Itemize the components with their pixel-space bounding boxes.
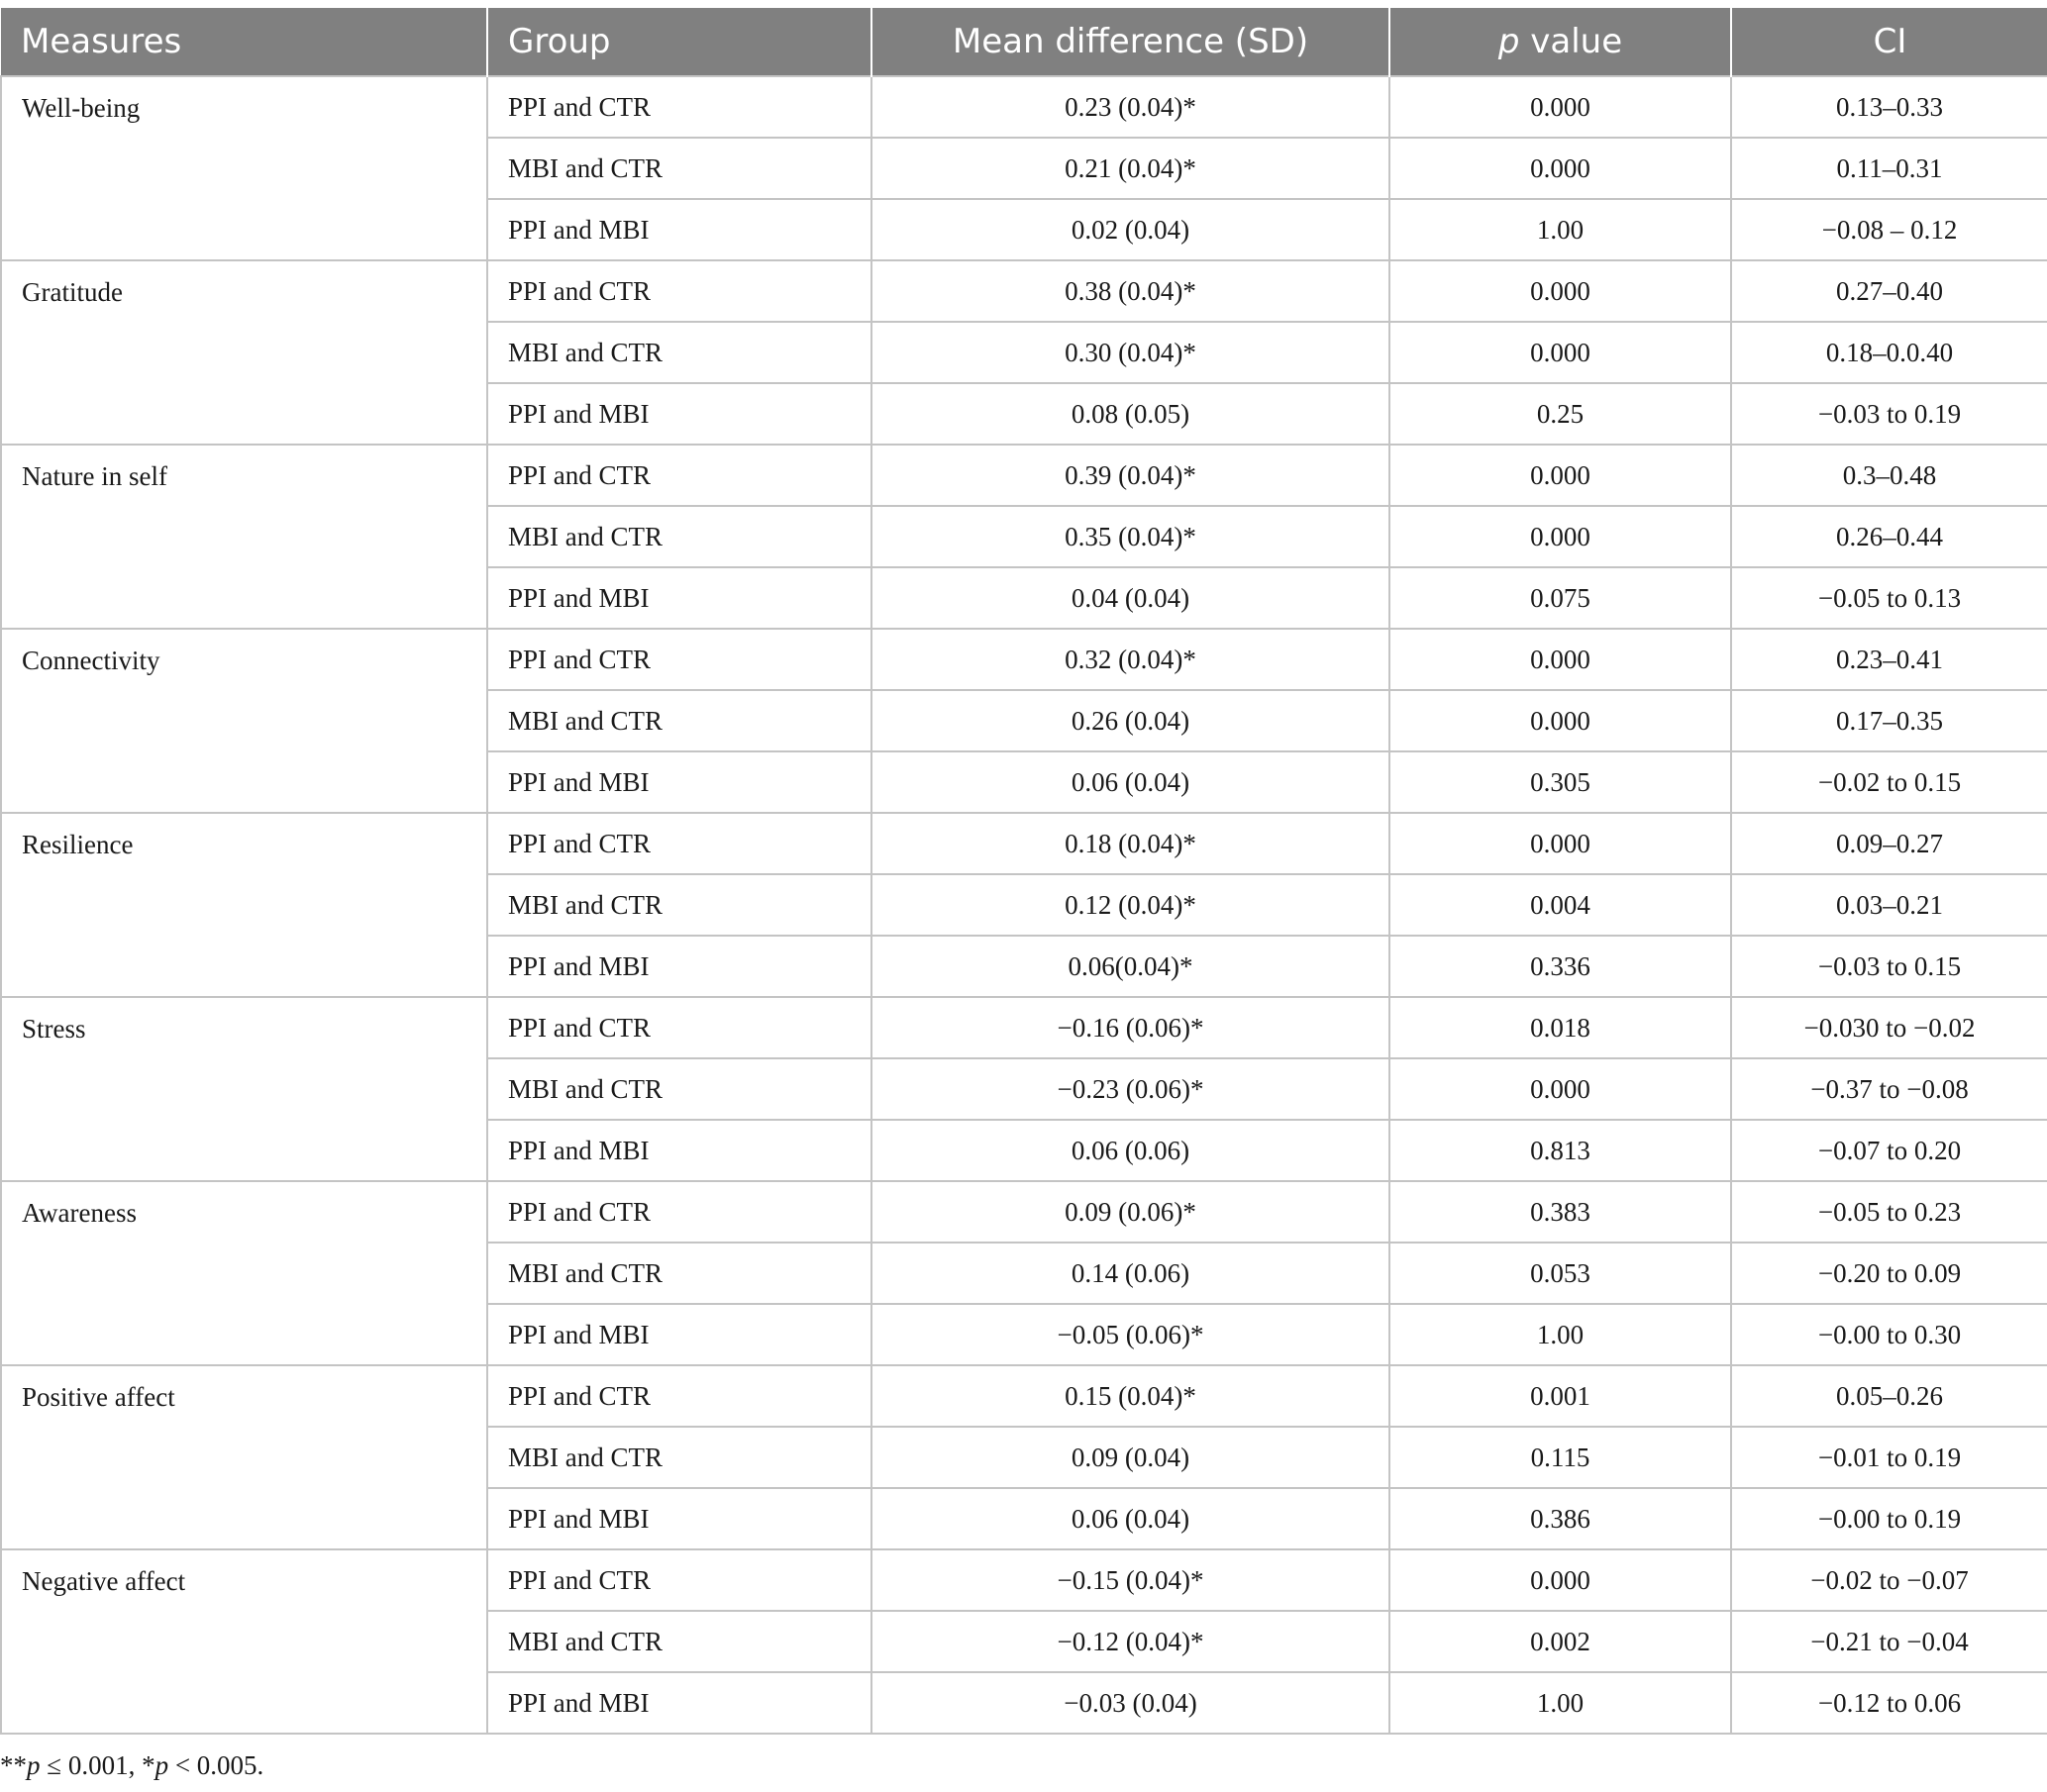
cell-mean-difference: 0.06 (0.06)	[871, 1120, 1389, 1181]
cell-group: PPI and MBI	[487, 751, 871, 813]
cell-mean-difference: 0.02 (0.04)	[871, 199, 1389, 260]
cell-measure: Awareness	[1, 1181, 487, 1365]
cell-ci: −0.01 to 0.19	[1731, 1427, 2047, 1488]
cell-p-value: 1.00	[1389, 199, 1731, 260]
cell-p-value: 0.000	[1389, 1549, 1731, 1611]
table-row	[1, 260, 2047, 322]
cell-mean-difference: 0.23 (0.04)*	[871, 76, 1389, 138]
table-row	[1, 1181, 2047, 1243]
cell-ci: −0.37 to −0.08	[1731, 1058, 2047, 1120]
cell-mean-difference: 0.06(0.04)*	[871, 936, 1389, 997]
results-table	[0, 8, 2047, 1735]
cell-group: MBI and CTR	[487, 1427, 871, 1488]
cell-ci: 0.13–0.33	[1731, 76, 2047, 138]
table-row	[1, 629, 2047, 690]
cell-mean-difference: 0.08 (0.05)	[871, 383, 1389, 445]
table-row	[1, 997, 2047, 1058]
cell-p-value: 1.00	[1389, 1304, 1731, 1365]
cell-group: PPI and MBI	[487, 383, 871, 445]
cell-p-value: 1.00	[1389, 1672, 1731, 1734]
table-row	[1, 1365, 2047, 1427]
cell-mean-difference: 0.14 (0.06)	[871, 1243, 1389, 1304]
cell-ci: −0.02 to 0.15	[1731, 751, 2047, 813]
cell-ci: −0.02 to −0.07	[1731, 1549, 2047, 1611]
cell-group: MBI and CTR	[487, 1611, 871, 1672]
cell-p-value: 0.018	[1389, 997, 1731, 1058]
table-row	[1, 1549, 2047, 1611]
cell-ci: 0.03–0.21	[1731, 874, 2047, 936]
cell-group: MBI and CTR	[487, 1243, 871, 1304]
cell-ci: −0.03 to 0.19	[1731, 383, 2047, 445]
cell-measure: Gratitude	[1, 260, 487, 445]
cell-p-value: 0.000	[1389, 322, 1731, 383]
cell-ci: 0.18–0.0.40	[1731, 322, 2047, 383]
cell-p-value: 0.000	[1389, 1058, 1731, 1120]
cell-ci: 0.27–0.40	[1731, 260, 2047, 322]
cell-mean-difference: 0.15 (0.04)*	[871, 1365, 1389, 1427]
cell-ci: 0.17–0.35	[1731, 690, 2047, 751]
footnote-condition-1: ≤ 0.001, *	[40, 1750, 155, 1780]
cell-p-value: 0.25	[1389, 383, 1731, 445]
cell-group: PPI and CTR	[487, 629, 871, 690]
table-header	[1, 8, 2047, 76]
cell-group: MBI and CTR	[487, 690, 871, 751]
cell-group: PPI and MBI	[487, 1304, 871, 1365]
cell-group: MBI and CTR	[487, 1058, 871, 1120]
cell-ci: −0.12 to 0.06	[1731, 1672, 2047, 1734]
cell-p-value: 0.001	[1389, 1365, 1731, 1427]
header-p-value	[1389, 8, 1731, 76]
cell-group: PPI and CTR	[487, 1549, 871, 1611]
cell-mean-difference: 0.04 (0.04)	[871, 567, 1389, 629]
cell-p-value: 0.000	[1389, 260, 1731, 322]
cell-p-value: 0.305	[1389, 751, 1731, 813]
cell-ci: 0.3–0.48	[1731, 445, 2047, 506]
cell-mean-difference: 0.35 (0.04)*	[871, 506, 1389, 567]
cell-measure: Connectivity	[1, 629, 487, 813]
cell-mean-difference: 0.06 (0.04)	[871, 751, 1389, 813]
cell-p-value: 0.075	[1389, 567, 1731, 629]
table-body	[1, 76, 2047, 1734]
header-row	[1, 8, 2047, 76]
cell-ci: −0.05 to 0.23	[1731, 1181, 2047, 1243]
cell-p-value: 0.813	[1389, 1120, 1731, 1181]
cell-group: MBI and CTR	[487, 874, 871, 936]
cell-group: PPI and CTR	[487, 1365, 871, 1427]
cell-mean-difference: −0.03 (0.04)	[871, 1672, 1389, 1734]
cell-p-value: 0.000	[1389, 138, 1731, 199]
results-table-container	[0, 8, 2047, 1735]
footnote-stars: **	[0, 1750, 27, 1780]
cell-mean-difference: −0.16 (0.06)*	[871, 997, 1389, 1058]
cell-group: PPI and MBI	[487, 1488, 871, 1549]
cell-p-value: 0.000	[1389, 813, 1731, 874]
cell-p-value: 0.000	[1389, 690, 1731, 751]
cell-mean-difference: 0.21 (0.04)*	[871, 138, 1389, 199]
header-mean-difference: Mean difference (SD)	[871, 8, 1389, 76]
table-row	[1, 76, 2047, 138]
cell-ci: −0.00 to 0.19	[1731, 1488, 2047, 1549]
cell-p-value: 0.053	[1389, 1243, 1731, 1304]
cell-group: PPI and CTR	[487, 1181, 871, 1243]
cell-ci: 0.05–0.26	[1731, 1365, 2047, 1427]
header-measures: Measures	[1, 8, 487, 76]
cell-measure: Nature in self	[1, 445, 487, 629]
cell-ci: 0.11–0.31	[1731, 138, 2047, 199]
cell-group: PPI and MBI	[487, 567, 871, 629]
cell-mean-difference: 0.09 (0.06)*	[871, 1181, 1389, 1243]
cell-group: PPI and MBI	[487, 936, 871, 997]
cell-ci: 0.09–0.27	[1731, 813, 2047, 874]
cell-ci: −0.030 to −0.02	[1731, 997, 2047, 1058]
table-row	[1, 813, 2047, 874]
header-value-text: value	[1519, 22, 1623, 61]
cell-ci: −0.21 to −0.04	[1731, 1611, 2047, 1672]
cell-ci: −0.05 to 0.13	[1731, 567, 2047, 629]
table-row	[1, 445, 2047, 506]
cell-p-value: 0.383	[1389, 1181, 1731, 1243]
table-footnote	[0, 1750, 263, 1781]
cell-group: MBI and CTR	[487, 322, 871, 383]
cell-group: PPI and CTR	[487, 445, 871, 506]
header-ci: CI	[1731, 8, 2047, 76]
cell-mean-difference: −0.23 (0.06)*	[871, 1058, 1389, 1120]
cell-mean-difference: 0.26 (0.04)	[871, 690, 1389, 751]
cell-ci: −0.08 – 0.12	[1731, 199, 2047, 260]
cell-ci: −0.00 to 0.30	[1731, 1304, 2047, 1365]
cell-measure: Positive affect	[1, 1365, 487, 1549]
cell-p-value: 0.336	[1389, 936, 1731, 997]
header-p-italic: p	[1497, 22, 1520, 61]
cell-p-value: 0.386	[1389, 1488, 1731, 1549]
footnote-p-italic-1: p	[27, 1750, 41, 1780]
cell-mean-difference: −0.12 (0.04)*	[871, 1611, 1389, 1672]
cell-group: PPI and MBI	[487, 1120, 871, 1181]
footnote-p-italic-2: p	[154, 1750, 169, 1780]
cell-group: PPI and MBI	[487, 199, 871, 260]
cell-ci: −0.20 to 0.09	[1731, 1243, 2047, 1304]
cell-mean-difference: 0.38 (0.04)*	[871, 260, 1389, 322]
cell-p-value: 0.002	[1389, 1611, 1731, 1672]
cell-p-value: 0.000	[1389, 629, 1731, 690]
cell-ci: 0.26–0.44	[1731, 506, 2047, 567]
cell-group: PPI and CTR	[487, 997, 871, 1058]
cell-mean-difference: 0.30 (0.04)*	[871, 322, 1389, 383]
cell-p-value: 0.000	[1389, 506, 1731, 567]
cell-group: PPI and CTR	[487, 76, 871, 138]
cell-measure: Resilience	[1, 813, 487, 997]
cell-ci: 0.23–0.41	[1731, 629, 2047, 690]
header-group: Group	[487, 8, 871, 76]
cell-p-value: 0.115	[1389, 1427, 1731, 1488]
cell-measure: Stress	[1, 997, 487, 1181]
cell-mean-difference: −0.15 (0.04)*	[871, 1549, 1389, 1611]
cell-mean-difference: 0.32 (0.04)*	[871, 629, 1389, 690]
cell-mean-difference: −0.05 (0.06)*	[871, 1304, 1389, 1365]
cell-ci: −0.03 to 0.15	[1731, 936, 2047, 997]
cell-group: PPI and CTR	[487, 813, 871, 874]
cell-mean-difference: 0.09 (0.04)	[871, 1427, 1389, 1488]
cell-mean-difference: 0.06 (0.04)	[871, 1488, 1389, 1549]
cell-p-value: 0.004	[1389, 874, 1731, 936]
cell-ci: −0.07 to 0.20	[1731, 1120, 2047, 1181]
cell-group: PPI and CTR	[487, 260, 871, 322]
cell-mean-difference: 0.39 (0.04)*	[871, 445, 1389, 506]
cell-mean-difference: 0.12 (0.04)*	[871, 874, 1389, 936]
cell-p-value: 0.000	[1389, 76, 1731, 138]
cell-mean-difference: 0.18 (0.04)*	[871, 813, 1389, 874]
cell-group: PPI and MBI	[487, 1672, 871, 1734]
cell-measure: Well-being	[1, 76, 487, 260]
cell-p-value: 0.000	[1389, 445, 1731, 506]
cell-group: MBI and CTR	[487, 506, 871, 567]
cell-group: MBI and CTR	[487, 138, 871, 199]
footnote-condition-2: < 0.005.	[168, 1750, 264, 1780]
cell-measure: Negative affect	[1, 1549, 487, 1734]
